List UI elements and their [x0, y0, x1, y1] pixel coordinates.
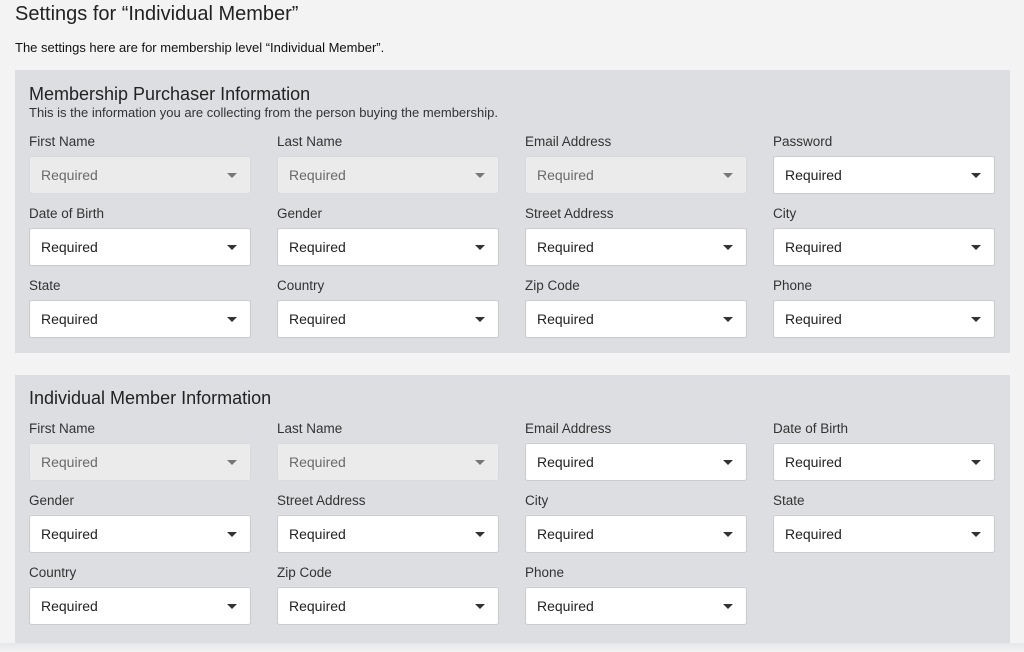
chevron-down-icon: [227, 245, 237, 250]
field-label: Country: [29, 565, 77, 580]
select-value: Required: [41, 598, 98, 614]
select-value: Required: [537, 239, 594, 255]
chevron-down-icon: [723, 245, 733, 250]
email-address-select[interactable]: [525, 443, 747, 481]
chevron-down-icon: [227, 532, 237, 537]
gender-select[interactable]: [29, 515, 251, 553]
select-value: Required: [537, 311, 594, 327]
field-label: Zip Code: [525, 278, 580, 293]
field-zip-code: [525, 278, 747, 340]
field-last-name: [277, 421, 499, 483]
chevron-down-icon: [723, 317, 733, 322]
state-select[interactable]: [773, 515, 995, 553]
chevron-down-icon: [227, 604, 237, 609]
field-phone: [773, 278, 995, 340]
city-select[interactable]: [773, 228, 995, 266]
chevron-down-icon: [475, 460, 485, 465]
phone-select[interactable]: [525, 587, 747, 625]
last-name-select: [277, 443, 499, 481]
select-value: Required: [289, 454, 346, 470]
chevron-down-icon: [227, 460, 237, 465]
field-phone: [525, 565, 747, 627]
page-description: The settings here are for membership level “Individual Member”.: [15, 40, 385, 55]
field-label: City: [525, 493, 549, 508]
field-label: Country: [277, 278, 325, 293]
field-city: [525, 493, 747, 555]
field-label: Email Address: [525, 134, 612, 149]
field-label: Email Address: [525, 421, 612, 436]
select-value: Required: [289, 239, 346, 255]
select-value: Required: [537, 598, 594, 614]
country-select[interactable]: [277, 300, 499, 338]
street-address-select[interactable]: [277, 515, 499, 553]
field-label: Phone: [773, 278, 813, 293]
password-select[interactable]: [773, 156, 995, 194]
field-label: Gender: [277, 206, 323, 221]
city-select[interactable]: [525, 515, 747, 553]
country-select[interactable]: [29, 587, 251, 625]
select-value: Required: [785, 454, 842, 470]
select-value: Required: [289, 526, 346, 542]
section-title: Membership Purchaser Information: [29, 84, 311, 104]
field-date-of-birth: [773, 421, 995, 483]
member-fields-grid: [29, 421, 995, 627]
field-country: [277, 278, 499, 340]
field-label: Last Name: [277, 134, 343, 149]
field-last-name: [277, 134, 499, 196]
select-value: Required: [785, 311, 842, 327]
field-street-address: [277, 493, 499, 555]
chevron-down-icon: [475, 173, 485, 178]
chevron-down-icon: [227, 317, 237, 322]
select-value: Required: [785, 167, 842, 183]
select-value: Required: [41, 167, 98, 183]
select-value: Required: [41, 311, 98, 327]
street-address-select[interactable]: [525, 228, 747, 266]
field-password: [773, 134, 995, 196]
field-label: Street Address: [525, 206, 614, 221]
field-label: Phone: [525, 565, 565, 580]
select-value: Required: [41, 526, 98, 542]
section-title: Individual Member Information: [29, 388, 272, 408]
field-email-address: [525, 421, 747, 483]
purchaser-fields-grid: [29, 134, 995, 340]
chevron-down-icon: [475, 317, 485, 322]
select-value: Required: [41, 454, 98, 470]
field-label: State: [29, 278, 61, 293]
select-value: Required: [289, 167, 346, 183]
zip-code-select[interactable]: [525, 300, 747, 338]
select-value: Required: [537, 167, 594, 183]
membership-purchaser-section: [15, 70, 1010, 353]
bottom-shadow: [0, 643, 1024, 652]
chevron-down-icon: [971, 532, 981, 537]
field-city: [773, 206, 995, 268]
select-value: Required: [537, 526, 594, 542]
zip-code-select[interactable]: [277, 587, 499, 625]
select-value: Required: [289, 598, 346, 614]
chevron-down-icon: [475, 604, 485, 609]
section-description: This is the information you are collecting from the person buying the membership.: [29, 105, 498, 120]
first-name-select: [29, 156, 251, 194]
select-value: Required: [537, 454, 594, 470]
field-gender: [29, 493, 251, 555]
select-value: Required: [785, 526, 842, 542]
field-label: Zip Code: [277, 565, 332, 580]
individual-member-section: [15, 375, 1010, 643]
chevron-down-icon: [723, 460, 733, 465]
email-address-select: [525, 156, 747, 194]
field-zip-code: [277, 565, 499, 627]
chevron-down-icon: [723, 173, 733, 178]
field-email-address: [525, 134, 747, 196]
chevron-down-icon: [723, 604, 733, 609]
chevron-down-icon: [971, 317, 981, 322]
chevron-down-icon: [475, 532, 485, 537]
date-of-birth-select[interactable]: [29, 228, 251, 266]
field-state: [29, 278, 251, 340]
field-first-name: [29, 421, 251, 483]
field-label: Password: [773, 134, 833, 149]
chevron-down-icon: [227, 173, 237, 178]
field-label: City: [773, 206, 797, 221]
field-label: First Name: [29, 421, 96, 436]
field-street-address: [525, 206, 747, 268]
field-label: First Name: [29, 134, 96, 149]
chevron-down-icon: [723, 532, 733, 537]
chevron-down-icon: [971, 460, 981, 465]
field-first-name: [29, 134, 251, 196]
phone-select[interactable]: [773, 300, 995, 338]
gender-select[interactable]: [277, 228, 499, 266]
select-value: Required: [289, 311, 346, 327]
date-of-birth-select[interactable]: [773, 443, 995, 481]
select-value: Required: [785, 239, 842, 255]
chevron-down-icon: [971, 173, 981, 178]
field-state: [773, 493, 995, 555]
chevron-down-icon: [475, 245, 485, 250]
field-label: Date of Birth: [773, 421, 849, 436]
field-date-of-birth: [29, 206, 251, 268]
state-select[interactable]: [29, 300, 251, 338]
field-label: Date of Birth: [29, 206, 105, 221]
last-name-select: [277, 156, 499, 194]
field-label: State: [773, 493, 805, 508]
field-label: Gender: [29, 493, 75, 508]
select-value: Required: [41, 239, 98, 255]
field-gender: [277, 206, 499, 268]
page-title: Settings for “Individual Member”: [15, 3, 299, 25]
field-label: Street Address: [277, 493, 366, 508]
first-name-select: [29, 443, 251, 481]
chevron-down-icon: [971, 245, 981, 250]
field-label: Last Name: [277, 421, 343, 436]
field-country: [29, 565, 251, 627]
